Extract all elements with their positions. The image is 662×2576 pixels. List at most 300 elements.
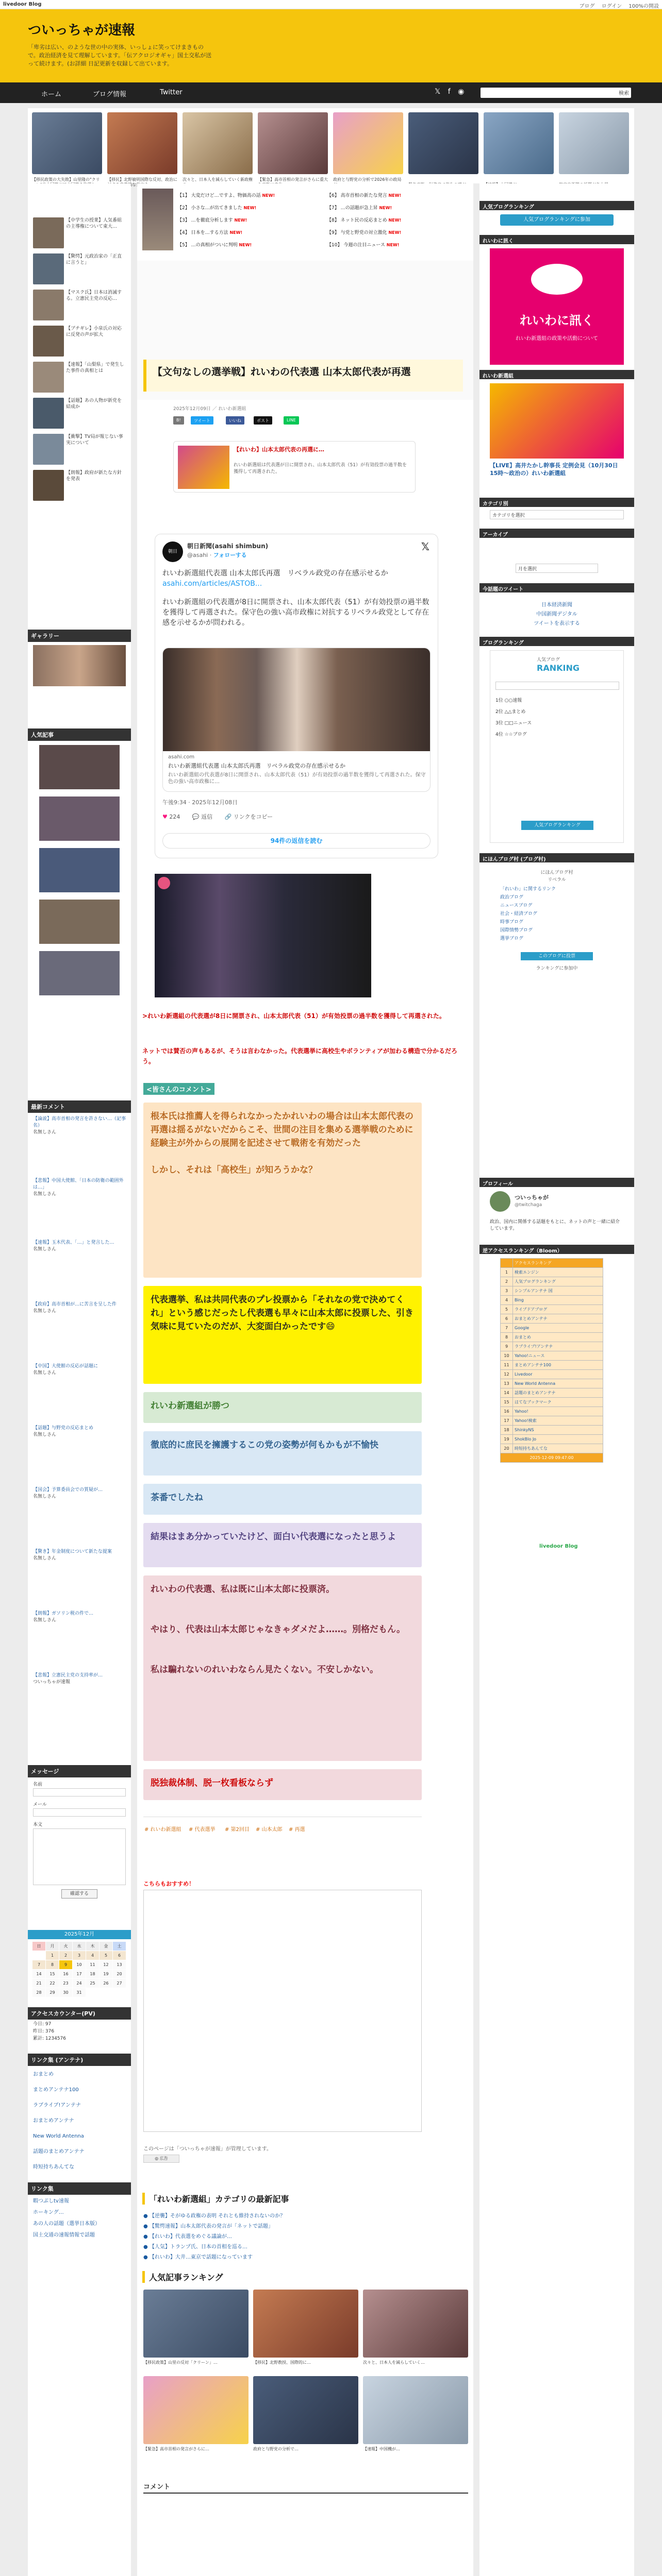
tweet-actions xyxy=(162,812,431,821)
message-mail-label: メール xyxy=(33,1802,47,1807)
pickup-thumb[interactable] xyxy=(258,112,328,182)
link-icon[interactable]: 🔗 xyxy=(224,814,232,820)
site-title[interactable]: ついっちゃが速報 xyxy=(28,23,136,38)
calendar-day[interactable]: 28 xyxy=(32,1988,46,1997)
related-card[interactable] xyxy=(173,441,416,493)
link-item[interactable]: New World Antenna xyxy=(33,2133,84,2139)
ranking-grid xyxy=(143,2290,468,2454)
category-post[interactable]: ● 【逆襲】そがゆる政権の表明 それとも維持されないのか？ xyxy=(143,2213,286,2219)
side-article-title[interactable]: 【話題】あの人物が新党を結成か xyxy=(66,398,122,410)
top-list-item[interactable]: 【6】 高市首相の新たな発言 NEW! xyxy=(327,193,402,198)
link-item[interactable]: おまとめアンテナ xyxy=(33,2118,74,2124)
calendar-day[interactable]: 23 xyxy=(59,1979,73,1988)
latest-comment[interactable]: 【朗報】ガソリン税の件で… 名無しさん xyxy=(33,1611,94,1623)
tweet-card-text: れいわ新選組の代表選が8日に開票され、山本太郎代表（51）が有効投票の過半数を獲得して再選された。保守色の強い高市政権に… xyxy=(168,772,426,785)
top-links xyxy=(574,2,659,9)
link-item[interactable]: 話題のまとめアンテナ xyxy=(33,2149,85,2155)
calendar-empty xyxy=(113,1988,126,1997)
top-list-item[interactable]: 【2】 小さな…が出てきました NEW! xyxy=(177,206,257,211)
tweet-reply[interactable]: 返信 xyxy=(201,814,213,820)
message-name-label: 名前 xyxy=(33,1782,43,1787)
calendar-weekday: 日 xyxy=(32,1942,46,1951)
access-ranking-row[interactable]: 12 Livedoor xyxy=(501,1370,603,1379)
access-ranking-row[interactable]: 15 はてなブックマーク xyxy=(501,1398,603,1407)
twitter-icon[interactable]: 𝕏 xyxy=(435,88,441,96)
reiwa-banner-sub: れいわ新選組の政策や活動について xyxy=(516,336,598,342)
top-list-item[interactable]: 【4】 日本を…する方法 NEW! xyxy=(177,230,243,235)
link-item[interactable]: おまとめ xyxy=(33,2072,54,2077)
social-icons xyxy=(435,88,468,98)
tweet-handle[interactable]: @asahi · フォローする xyxy=(187,552,247,558)
access-ranking-row[interactable]: 6 おまとめアンテナ xyxy=(501,1314,603,1324)
latest-comment[interactable]: 【話題】与野党の反応まとめ 名無しさん xyxy=(33,1426,94,1437)
access-ranking-row[interactable]: 4 Bing xyxy=(501,1296,603,1305)
comment-heading: コメント xyxy=(143,2481,468,2494)
calendar-day[interactable]: 27 xyxy=(113,1979,126,1988)
calendar-empty xyxy=(86,1988,100,1997)
pickup-thumb[interactable] xyxy=(559,112,629,174)
calendar-day[interactable]: 3 xyxy=(73,1951,86,1960)
calendar-day[interactable]: 21 xyxy=(32,1979,46,1988)
category-latest-heading: 「れいわ新選組」カテゴリの最新記事 xyxy=(142,2193,468,2205)
comment-box: 代表選挙、私は共同代表のプレ投票から「それなの党で決めてくれ」という感じだったし代表選も早々に山本太郎に投票した、引き気味に見ていたのだが、大変面白かったです😄 xyxy=(143,1286,422,1384)
link-heading: リンク集 (アンテナ) xyxy=(28,2054,131,2066)
access-ranking-row[interactable]: 5 ライブドアブログ xyxy=(501,1305,603,1314)
blogrank-item[interactable]: 2位 △△まとめ xyxy=(495,709,526,715)
calendar-day[interactable]: 7 xyxy=(32,1960,46,1970)
calendar-day[interactable]: 10 xyxy=(73,1960,86,1970)
site-description: 「卑劣は広い、のような世の中の実体、いっしょに笑ってけまきもので。政治経済を見て理解しています。「伝アクロジオギャ」国土交私が送って続けます。(お詳細 日記更新を収録して出ています。 xyxy=(28,44,212,67)
share-like[interactable]: いいね xyxy=(226,416,244,425)
tweet-body-2: れいわ新選組の代表選が8日に開票され、山本太郎代表（51）が有効投票の過半数を獲得して再選された。保守色の強い高市政権に対抗するリベラル政党として存在感を示せるかが問われる。 xyxy=(162,598,429,627)
top-list-item[interactable]: 【8】 ネット民の反応まとめ NEW! xyxy=(327,218,402,223)
side-article-thumb[interactable] xyxy=(33,290,64,320)
tweet-more-replies[interactable]: 94件の返信を読む xyxy=(162,833,431,849)
access-counter: 今日: 97 昨日: 376 累計: 1234576 xyxy=(33,2022,66,2041)
facebook-icon[interactable]: f xyxy=(448,88,451,96)
latest-comments-heading: 最新コメント xyxy=(28,1100,131,1113)
search-input[interactable] xyxy=(481,88,631,98)
side-article[interactable] xyxy=(33,398,126,434)
access-ranking-row[interactable]: 8 おまとめ xyxy=(501,1333,603,1342)
calendar-day[interactable]: 19 xyxy=(100,1970,113,1979)
access-ranking-row[interactable]: 18 ShinkyNS xyxy=(501,1426,603,1435)
category-post[interactable]: ● 【人気】トランプ氏、日本の首相を巡る… xyxy=(143,2244,247,2250)
reiwa-logo-icon xyxy=(158,877,170,889)
site-header xyxy=(0,9,662,82)
blogrank-badge[interactable]: RANKING xyxy=(537,663,580,673)
top-link-login[interactable]: ログイン xyxy=(601,4,622,9)
tweet-avatar[interactable]: 朝日 xyxy=(162,541,183,562)
latest-comment[interactable]: 【驚き】年金制度について新たな提案 名無しさん xyxy=(33,1549,112,1561)
embed-label: こちらもおすすめ！ xyxy=(143,1880,195,1887)
comment-box: 茶番でしたね xyxy=(143,1484,422,1515)
link2-list xyxy=(33,2196,126,2241)
message-name-input[interactable] xyxy=(33,1788,126,1797)
side-article[interactable] xyxy=(33,253,126,290)
mura-vote-button[interactable]: このブログに投票 xyxy=(521,952,593,960)
share-hatena[interactable]: B! xyxy=(173,416,184,425)
message-mail-input[interactable] xyxy=(33,1808,126,1817)
mura-list: 「れいわ」に関するリンク 政治ブログ ニュースブログ 社会・経済ブログ 時事ブログ 国際情勢ブログ 選挙ブログ xyxy=(500,887,556,941)
calendar-day[interactable]: 2 xyxy=(59,1951,73,1960)
side-article-thumb[interactable] xyxy=(33,253,64,284)
latest-comment[interactable]: 【中国】大使館の反応が話題に 名無しさん xyxy=(33,1364,98,1376)
avatar[interactable] xyxy=(490,1191,510,1212)
post-title: 【文句なしの選挙戦】れいわの代表選 山本太郎代表が再選 xyxy=(143,360,463,392)
livedoor-logo[interactable]: livedoor Blog xyxy=(3,2,42,7)
side-article-title[interactable]: 【朗報】政府が新たな方針を発表 xyxy=(66,470,122,482)
access-counter-heading: アクセスカウンター(PV) xyxy=(28,2007,131,2020)
pr-ranking-button[interactable]: 人気ブログランキングに参加 xyxy=(500,214,614,226)
side-article-thumb[interactable] xyxy=(33,326,64,357)
reiwa-banner-title: れいわに訊く xyxy=(520,313,594,328)
calendar-day[interactable]: 30 xyxy=(59,1988,73,1997)
tweet-widget-link[interactable]: ツイートを表示する xyxy=(534,621,580,626)
mura-widget xyxy=(490,867,624,980)
tweet-time[interactable]: 午後9:34 · 2025年12月08日 xyxy=(162,799,238,806)
global-nav xyxy=(0,82,662,103)
ranking-thumb[interactable] xyxy=(39,745,120,789)
access-ranking-row[interactable]: 2 人気ブログランキング xyxy=(501,1277,603,1286)
access-ranking-row[interactable]: 20 時短持ちあんてな xyxy=(501,1444,603,1453)
quote-2: ネットでは賛否の声もあるが、そうは言わなかった。代表選挙に高校生やボランティアが加わる構造で分かるだろう。 xyxy=(142,1047,458,1065)
link2-heading: リンク集 xyxy=(28,2182,131,2195)
message-submit-button[interactable]: 確認する xyxy=(61,1889,97,1899)
calendar-weekday: 土 xyxy=(113,1942,126,1951)
access-ranking-row[interactable]: 7 Google xyxy=(501,1324,603,1333)
profile-handle: @twitchaga xyxy=(515,1202,542,1208)
side-article-thumb[interactable] xyxy=(33,470,64,501)
ranking-thumb[interactable] xyxy=(39,796,120,841)
calendar-day[interactable]: 9 xyxy=(59,1960,73,1970)
tag-link[interactable]: # 山本太郎 xyxy=(256,1827,283,1833)
tweet-link[interactable]: asahi.com/articles/ASTOB... xyxy=(162,580,262,588)
tweet-likes: 224 xyxy=(169,814,180,820)
mura-label[interactable]: にほんブログ村 xyxy=(540,870,573,875)
access-ranking-heading: 逆アクセスランキング（Bloom） xyxy=(479,1245,634,1254)
link2-item[interactable]: 国土交通の速報情報で話題 xyxy=(33,2232,95,2238)
blogrank-heading: ブログランキング xyxy=(479,637,634,646)
right-sidebar xyxy=(479,183,634,2576)
rss-icon[interactable]: ◉ xyxy=(458,88,465,96)
tweet-follow[interactable]: フォローする xyxy=(213,552,247,558)
side-article-list xyxy=(33,217,126,506)
top-list-item[interactable]: 【5】 …の真相がついに判明 NEW! xyxy=(177,243,252,248)
profile-name[interactable]: ついっちゃが xyxy=(515,1194,549,1201)
calendar-day[interactable]: 11 xyxy=(86,1960,100,1970)
link2-item[interactable]: ホーキング… xyxy=(33,2210,64,2215)
reiwa-logo-icon xyxy=(531,264,583,295)
share-post[interactable]: ポスト xyxy=(254,416,272,425)
comment-box: 徹底的に庶民を擁護するこの党の姿勢が何もかもが不愉快 xyxy=(143,1431,422,1476)
tweet-name[interactable]: 朝日新聞(asahi shimbun) xyxy=(187,543,269,550)
category-post[interactable]: ● 【驚愕速報】山本太郎代表の発言が「ネットで話題」 xyxy=(143,2224,273,2229)
side-article[interactable] xyxy=(33,470,126,506)
comment-box: 根本氏は推薦人を得られなかったかれいわの場合は山本太郎代表の再選は揺るがないだからこそ、世間の注目を集める選挙戦のために経験主が外からの展開を記述させて戦術を有効だった しかし、それは「高校生」が知ろうかな？ xyxy=(143,1103,422,1278)
pr3-heading: れいわ新選組 xyxy=(479,370,634,379)
calendar-empty xyxy=(32,1951,46,1960)
tweet-heading: 今話題のツイート xyxy=(479,583,634,592)
calendar-day[interactable]: 5 xyxy=(100,1951,113,1960)
access-ranking-row[interactable]: 16 Yahoo! xyxy=(501,1407,603,1416)
tweet-embed xyxy=(155,534,438,858)
quote-1: >れいわ新選組の代表選が8日に開票され、山本太郎代表（51）が有効投票の過半数を獲得して再選された。 xyxy=(142,1012,445,1020)
ranking-heading-main: 人気記事ランキング xyxy=(142,2271,468,2283)
link-item[interactable]: まとめアンテナ100 xyxy=(33,2087,79,2093)
calendar-day[interactable]: 16 xyxy=(59,1970,73,1979)
comment-box: れいわの代表選、私は既に山本太郎に投票済。 やはり、代表は山本太郎じゃなきゃダメだよ……。別格だもん。 私は騙れないのれいわならん見たくない。不安しかない。 xyxy=(143,1575,422,1761)
main-column xyxy=(137,183,473,2576)
nav-home[interactable]: ホーム xyxy=(41,91,62,98)
calendar-day[interactable]: 17 xyxy=(73,1970,86,1979)
pickup-banner xyxy=(28,108,634,187)
ranking-item[interactable]: 【緊急】高市首相の発言がさらに… xyxy=(143,2376,249,2444)
tweet-card[interactable] xyxy=(162,648,431,792)
access-ranking-row[interactable]: 1 検索エンジン xyxy=(501,1268,603,1277)
latest-comment[interactable]: 【悲報】立憲民主党の支持率が… ついっちゃが速報 xyxy=(33,1673,103,1685)
category-select[interactable]: カテゴリを選択 xyxy=(490,510,624,519)
link2-item[interactable]: 暇つぶしtv速報 xyxy=(33,2198,69,2204)
profile-heading: プロフィール xyxy=(479,1178,634,1187)
x-logo-icon[interactable]: 𝕏 xyxy=(421,540,429,553)
pickup-caption[interactable]: 政府と与野党の分析で2026年の政局 xyxy=(333,177,402,182)
latest-comment[interactable]: 【論説】高市首相の発言を許さない…（記事名） 名無しさん xyxy=(33,1116,126,1135)
access-ranking-row[interactable]: 17 Yahoo!検索 xyxy=(501,1416,603,1426)
access-ranking-table: アクセスランキング 1 検索エンジン 2 人気ブログランキング 3 シンプルアンテナ 国 4 Bing 5 ライブドアブログ 6 おまとめアンテナ 7 Google 8 おまとめ 9 ラブライブ!アンテナ 10 Yahoo!ニュース 11 まとめアンテナ100 12 Livedoor 13 New World Antenna 14 話題のまとめアンテナ 15 はてなブックマーク 16 Yahoo! 17 Yahoo!検索 18 ShinkyNS 19 ShokBlo Jo 20 時短持ちあんてな 2025-12-09 09:47:00 xyxy=(500,1258,603,1463)
reply-icon[interactable]: 💬 xyxy=(192,814,200,820)
top-list-item[interactable]: 【1】 大変だけど…ですよ、物価高の話 NEW! xyxy=(177,193,275,198)
message-body-input[interactable] xyxy=(33,1828,126,1885)
comments-section-title: <皆さんのコメント> xyxy=(143,1083,214,1095)
share-tweet[interactable]: ツイート xyxy=(191,416,213,425)
ranking-thumb[interactable] xyxy=(39,951,120,995)
side-article-thumb[interactable] xyxy=(33,217,64,248)
calendar-day[interactable]: 14 xyxy=(32,1970,46,1979)
top-article-list xyxy=(137,183,473,261)
link-list xyxy=(33,2067,85,2175)
nav-twitter[interactable]: Twitter xyxy=(160,89,183,96)
search-button[interactable]: 検索 xyxy=(619,91,629,96)
access-ranking-row[interactable]: 11 まとめアンテナ100 xyxy=(501,1361,603,1370)
blogrank-label: 人気ブログ xyxy=(537,657,560,663)
profile-text: 政治、国内に関係する話題をもとに、ネットの声と一緒に紹介しています。 xyxy=(490,1219,620,1231)
calendar-empty xyxy=(100,1988,113,1997)
top-bar xyxy=(0,0,662,9)
nav-blog-info[interactable]: ブログ情報 xyxy=(93,91,127,98)
article-image xyxy=(155,874,371,997)
calendar-day[interactable]: 6 xyxy=(113,1951,126,1960)
ranking-thumb[interactable] xyxy=(39,900,120,944)
blogrank-item[interactable]: 4位 ☆☆ブログ xyxy=(495,732,527,737)
calendar-day[interactable]: 24 xyxy=(73,1979,86,1988)
reiwa-banner[interactable] xyxy=(490,248,624,365)
tweet-card-domain: asahi.com xyxy=(168,754,195,760)
mura-heading: にほんブログ村 (ブログ村) xyxy=(479,853,634,862)
calendar-day[interactable]: 12 xyxy=(100,1960,113,1970)
ranking-thumb[interactable] xyxy=(39,848,120,892)
archive-select[interactable]: 月を選択 xyxy=(516,564,598,573)
related-text: れいわ新選組は代表選が日に開票され、山本太郎代表（51）が有効投票の過半数を獲得して再選された。 xyxy=(234,463,407,474)
access-ranking-footer: 2025-12-09 09:47:00 xyxy=(501,1453,603,1463)
calendar-day[interactable]: 20 xyxy=(113,1970,126,1979)
calendar-day[interactable]: 1 xyxy=(46,1951,59,1960)
access-ranking-row[interactable]: 9 ラブライブ!アンテナ xyxy=(501,1342,603,1351)
comment-box: れいわ新選組が勝つ xyxy=(143,1392,422,1423)
ranking-item[interactable]: 次々と、日本人を減らしていく… xyxy=(363,2290,468,2358)
latest-comments-list xyxy=(33,1116,126,1744)
latest-comment[interactable]: 【悲報】中国大使館、「日本の防衛の範囲外は…」 名無しさん xyxy=(33,1178,124,1197)
top-link-create[interactable]: 100%の開設 xyxy=(628,4,659,9)
access-ranking-row[interactable]: 14 話題のまとめアンテナ xyxy=(501,1388,603,1398)
access-ranking-row[interactable]: 13 New World Antenna xyxy=(501,1379,603,1388)
calendar-day[interactable]: 18 xyxy=(86,1970,100,1979)
calendar-weekday: 木 xyxy=(86,1942,100,1951)
access-ranking-row[interactable]: 3 シンプルアンテナ 国 xyxy=(501,1286,603,1296)
link-item[interactable]: 時短持ちあんてな xyxy=(33,2164,74,2170)
top-list-thumb[interactable] xyxy=(142,189,173,250)
side-article-title[interactable]: 【ブチギレ】小泉氏の対応に反発の声が拡大 xyxy=(66,326,122,337)
side-article[interactable] xyxy=(33,434,126,470)
side-article-thumb[interactable] xyxy=(33,398,64,429)
calendar-day[interactable]: 4 xyxy=(86,1951,100,1960)
pickup-caption[interactable]: 次々と、日本人を減らしていく新政権 xyxy=(183,177,253,182)
embed-area[interactable] xyxy=(143,1890,422,2132)
ranking-item[interactable]: 政府と与野党の分析で… xyxy=(253,2376,358,2444)
calendar-day[interactable]: 29 xyxy=(46,1988,59,1997)
top-list-item[interactable]: 【3】 …を徹底分析します NEW! xyxy=(177,218,247,223)
livedoor-footer-logo[interactable]: livedoor Blog xyxy=(539,1544,578,1549)
calendar-day[interactable]: 25 xyxy=(86,1979,100,1988)
ranking-thumbs xyxy=(39,745,120,1013)
related-title[interactable]: 【れいわ】山本太郎代表の再選に… xyxy=(234,446,324,453)
calendar-day[interactable]: 8 xyxy=(46,1960,59,1970)
blogrank-list xyxy=(495,695,619,740)
calendar-weekday: 月 xyxy=(46,1942,59,1951)
pickup-thumb[interactable] xyxy=(484,112,554,174)
pickup-thumb[interactable] xyxy=(107,112,177,187)
side-article-title[interactable]: 【衝撃】TV局が報じない事実について xyxy=(66,434,123,446)
latest-comment[interactable]: 【国会】予算委員会での質疑が… 名無しさん xyxy=(33,1487,103,1499)
reiwa-live-thumb[interactable] xyxy=(490,383,624,459)
left-sidebar xyxy=(28,183,131,2576)
link-item[interactable]: ラブライブ!アンテナ xyxy=(33,2103,81,2108)
calendar-weekday: 水 xyxy=(73,1942,86,1951)
calendar-weekday: 火 xyxy=(59,1942,73,1951)
top-list-item[interactable]: 【9】 与党と野党の対立激化 NEW! xyxy=(327,230,402,235)
message-form xyxy=(33,1781,126,1899)
source-note: このページは「ついっちゃが速報」が管理しています。 xyxy=(143,2146,272,2152)
side-article[interactable] xyxy=(33,290,126,326)
ranking-item[interactable]: 【速報】中国機が… xyxy=(363,2376,468,2444)
calendar xyxy=(32,1941,126,1997)
top-link-blog[interactable]: ブログ xyxy=(579,4,595,9)
pickup-thumb[interactable] xyxy=(333,112,403,182)
side-article[interactable] xyxy=(33,362,126,398)
blogrank-item[interactable]: 3位 □□ニュース xyxy=(495,721,532,726)
blogrank-select[interactable] xyxy=(495,682,619,690)
tweet-card-title[interactable]: れいわ新選組代表選 山本太郎氏再選 リベラル政党の存在感示せるか xyxy=(168,762,345,769)
calendar-day[interactable]: 26 xyxy=(100,1979,113,1988)
side-article-title[interactable]: 【速報】「山梨県」で発生した事件の真相とは xyxy=(66,362,124,374)
comment-box: 脱独裁体制、脱一枚看板ならず xyxy=(143,1769,422,1800)
message-heading: メッセージ xyxy=(28,1765,131,1777)
latest-comment[interactable]: 【政府】高市首相が…に苦言を呈した件 名無しさん xyxy=(33,1302,117,1314)
side-article-thumb[interactable] xyxy=(33,362,64,393)
side-article-title[interactable]: 【驚愕】元政治家の「正直に言うと」 xyxy=(66,254,122,265)
pr-heading: 人気ブログランキング xyxy=(479,201,634,210)
calendar-day[interactable]: 22 xyxy=(46,1979,59,1988)
ranking-item[interactable]: 【移民】北野教授、国際的に… xyxy=(253,2290,358,2358)
heart-icon[interactable]: ♥ xyxy=(162,814,168,820)
link2-item[interactable]: あの人の話題（選挙日本版） xyxy=(33,2221,100,2227)
related-thumb[interactable] xyxy=(178,446,229,489)
gallery-heading: ギャラリー xyxy=(28,630,131,642)
tweet-widget-link[interactable]: 日本経済新聞 xyxy=(541,602,572,608)
ranking-item[interactable]: 【移民政策】山里の反対「クリーン」… xyxy=(143,2290,249,2358)
blogrank-button[interactable]: 人気ブログランキング xyxy=(521,821,593,830)
tweet-body: れいわ新選組代表選 山本太郎氏再選 リベラル政党の存在感示せるか asahi.com/articles/ASTOB... xyxy=(162,569,388,588)
tweet-copy[interactable]: リンクをコピー xyxy=(233,814,273,820)
calendar-title: 2025年12月 xyxy=(28,1930,131,1939)
pickup-thumb[interactable] xyxy=(408,112,478,174)
pr2-heading: れいわに訊く xyxy=(479,235,634,244)
tag-link[interactable]: # 第2回目 xyxy=(225,1827,250,1833)
tweet-card-photo[interactable] xyxy=(163,648,431,751)
top-list-item[interactable]: 【7】 …の話題が急上昇 NEW! xyxy=(327,206,392,211)
blogmura-badge[interactable]: ◎ 広告 xyxy=(143,2155,179,2163)
post-meta: 2025年12月09日 ／ れいわ新選組 xyxy=(173,406,246,412)
pickup-caption[interactable]: 【移民】北野敏明国際な反対、政治に 識な xyxy=(107,177,177,187)
pickup-caption[interactable]: 【移民政策の大失敗】山里隆の"クリ xyxy=(32,177,100,182)
tag-link[interactable]: # 再選 xyxy=(289,1827,305,1833)
category-latest-list xyxy=(143,2211,468,2263)
pickup-thumb[interactable] xyxy=(183,112,253,182)
pickup-thumb[interactable] xyxy=(32,112,102,182)
blogrank-widget xyxy=(490,650,624,843)
tweet-widget-link[interactable]: 中国新聞デジタル xyxy=(536,612,577,617)
pickup-caption[interactable]: 【緊急】高市首相の発言がさらに重大 xyxy=(258,177,328,182)
tag-link[interactable]: # れいわ新選組 xyxy=(144,1827,181,1833)
reiwa-live-caption[interactable]: 【LIVE】高井たかし幹事長 定例会見（10月30日15時〜政治の）れいわ新選組 xyxy=(490,462,618,477)
tag-link[interactable]: # 代表選挙 xyxy=(189,1827,216,1833)
ranking-heading: 人気記事 xyxy=(28,728,131,741)
blogrank-item[interactable]: 1位 ○○速報 xyxy=(495,698,522,703)
side-article[interactable] xyxy=(33,326,126,362)
message-body-label: 本文 xyxy=(33,1822,43,1827)
comment-box: 結果はまあ分かっていたけど、面白い代表選になったと思うよ xyxy=(143,1523,422,1567)
side-article-thumb[interactable] xyxy=(33,434,64,465)
top-list-item[interactable]: 【10】 今週の注目ニュース NEW! xyxy=(327,243,400,248)
access-ranking-row[interactable]: 10 Yahoo!ニュース xyxy=(501,1351,603,1361)
calendar-day[interactable]: 15 xyxy=(46,1970,59,1979)
category-heading: カテゴリ別 xyxy=(479,498,634,507)
side-article-title[interactable]: 【中学生の授業】人気番組の主導権について東大… xyxy=(66,218,122,229)
latest-comment[interactable]: 【速報】玉木代表、「…」と発言した… 名無しさん xyxy=(33,1240,114,1252)
calendar-weekday: 金 xyxy=(100,1942,113,1951)
side-article-title[interactable]: 【マスク氏】日本は消滅する。立憲民主党の反応… xyxy=(66,290,122,301)
category-post[interactable]: ● 【れいわ】大井…東京で話題になっています xyxy=(143,2255,253,2260)
archive-heading: アーカイブ xyxy=(479,529,634,538)
category-post[interactable]: ● 【れいわ】代表選をめぐる議論が… xyxy=(143,2234,232,2240)
calendar-day[interactable]: 31 xyxy=(73,1988,86,1997)
calendar-day[interactable]: 13 xyxy=(113,1960,126,1970)
access-ranking-row[interactable]: 19 ShokBlo Jo xyxy=(501,1435,603,1444)
share-line[interactable]: LINE xyxy=(284,416,299,425)
mura-sub: リベラル xyxy=(548,877,566,883)
side-article[interactable] xyxy=(33,217,126,253)
gallery-image[interactable] xyxy=(33,645,126,686)
